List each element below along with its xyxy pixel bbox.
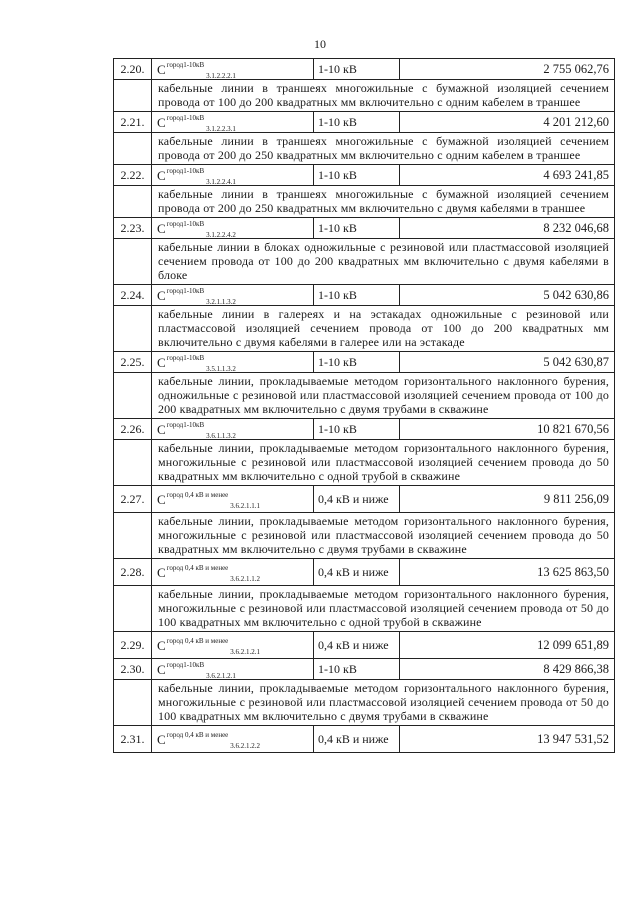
line-description: кабельные линии в траншеях многожильные с бумажной изоляцией сечением провода от 200 до 250 квадратных мм включительно с одним кабелем в траншее (152, 133, 615, 165)
table-row (114, 726, 615, 753)
table-row (114, 352, 615, 373)
code-superscript: город1-10кВ (166, 220, 205, 228)
code-subscript: 3.6.2.1.1.1 (230, 502, 261, 510)
page-number: 10 (314, 37, 326, 51)
code-base: С (157, 115, 166, 130)
code-base: С (157, 662, 166, 677)
description-spacer (114, 586, 152, 632)
code-superscript: город 0,4 кВ и менее (166, 731, 229, 739)
voltage-class: 0,4 кВ и ниже (314, 726, 400, 753)
row-number: 2.26. (114, 419, 152, 440)
row-number: 2.22. (114, 165, 152, 186)
row-number: 2.25. (114, 352, 152, 373)
code-superscript: город 0,4 кВ и менее (166, 491, 229, 499)
row-number: 2.30. (114, 659, 152, 680)
voltage-class: 0,4 кВ и ниже (314, 632, 400, 659)
table-row (114, 559, 615, 586)
rate-value: 5 042 630,86 (400, 285, 615, 306)
description-row (114, 306, 615, 352)
description-spacer (114, 513, 152, 559)
table-row (114, 165, 615, 186)
rate-value: 2 755 062,76 (400, 59, 615, 80)
code-superscript: город1-10кВ (166, 114, 205, 122)
rate-value: 4 693 241,85 (400, 165, 615, 186)
voltage-class: 0,4 кВ и ниже (314, 486, 400, 513)
row-number: 2.23. (114, 218, 152, 239)
code-subscript: 3.6.2.1.2.1 (206, 672, 236, 680)
line-description: кабельные линии, прокладываемые методом горизонтального наклонного бурения, многожильные с резиновой или пластмассовой изоляцией сечением провода до 50 квадратных мм включительно с двумя трубами в скважине (152, 513, 615, 559)
table-row (114, 659, 615, 680)
line-description: кабельные линии, прокладываемые методом горизонтального наклонного бурения, многожильные с резиновой или пластмассовой изоляцией сечением провода до 50 квадратных мм включительно с одной трубой в скважине (152, 440, 615, 486)
voltage-class: 1-10 кВ (314, 218, 400, 239)
description-row (114, 80, 615, 112)
code-base: С (157, 732, 166, 747)
description-row (114, 513, 615, 559)
line-description: кабельные линии в блоках одножильные с резиновой или пластмассовой изоляцией сечением провода от 100 до 200 квадратных мм включительно с двумя кабелями в блоке (152, 239, 615, 285)
description-row (114, 373, 615, 419)
tariff-code (152, 559, 314, 586)
table-row (114, 419, 615, 440)
description-spacer (114, 373, 152, 419)
code-superscript: город1-10кВ (166, 421, 205, 429)
rate-value: 8 429 866,38 (400, 659, 615, 680)
table-row (114, 486, 615, 513)
code-superscript: город1-10кВ (166, 167, 205, 175)
code-superscript: город 0,4 кВ и менее (166, 637, 229, 645)
rate-value: 9 811 256,09 (400, 486, 615, 513)
tariff-code (152, 726, 314, 753)
tariff-code (152, 59, 314, 80)
rate-value: 13 625 863,50 (400, 559, 615, 586)
row-number: 2.24. (114, 285, 152, 306)
table-row (114, 218, 615, 239)
code-base: С (157, 221, 166, 236)
code-base: С (157, 638, 166, 653)
row-number: 2.21. (114, 112, 152, 133)
table-row (114, 112, 615, 133)
description-row (114, 440, 615, 486)
tariff-code (152, 285, 314, 306)
line-description: кабельные линии в галереях и на эстакадах одножильные с резиновой или пластмассовой изоляцией сечением провода от 100 до 200 квадратных мм включительно с двумя кабелями в галерее или на эстакаде (152, 306, 615, 352)
description-spacer (114, 680, 152, 726)
code-base: С (157, 355, 166, 370)
code-subscript: 3.6.1.1.3.2 (206, 432, 236, 440)
voltage-class: 1-10 кВ (314, 112, 400, 133)
tariff-table-body (114, 59, 615, 753)
row-number: 2.20. (114, 59, 152, 80)
row-number: 2.27. (114, 486, 152, 513)
tariff-code (152, 352, 314, 373)
code-base: С (157, 492, 166, 507)
code-base: С (157, 565, 166, 580)
code-superscript: город1-10кВ (166, 287, 205, 295)
code-subscript: 3.6.2.1.2.1 (230, 648, 261, 656)
description-spacer (114, 440, 152, 486)
tariff-table (113, 58, 615, 753)
description-spacer (114, 80, 152, 112)
description-row (114, 586, 615, 632)
code-base: С (157, 288, 166, 303)
rate-value: 8 232 046,68 (400, 218, 615, 239)
voltage-class: 1-10 кВ (314, 419, 400, 440)
voltage-class: 1-10 кВ (314, 165, 400, 186)
code-subscript: 3.2.1.1.3.2 (206, 298, 236, 306)
row-number: 2.31. (114, 726, 152, 753)
line-description: кабельные линии в траншеях многожильные с бумажной изоляцией сечением провода от 200 до 250 квадратных мм включительно с двумя кабелями в траншее (152, 186, 615, 218)
row-number: 2.28. (114, 559, 152, 586)
voltage-class: 1-10 кВ (314, 352, 400, 373)
tariff-code (152, 218, 314, 239)
code-superscript: город 0,4 кВ и менее (166, 564, 229, 572)
code-base: С (157, 422, 166, 437)
description-row (114, 133, 615, 165)
description-spacer (114, 133, 152, 165)
rate-value: 13 947 531,52 (400, 726, 615, 753)
code-base: С (157, 168, 166, 183)
line-description: кабельные линии, прокладываемые методом горизонтального наклонного бурения, многожильные с резиновой или пластмассовой изоляцией сечением провода от 50 до 100 квадратных мм включительно с одной трубой в скважине (152, 586, 615, 632)
tariff-code (152, 632, 314, 659)
table-row (114, 632, 615, 659)
tariff-code (152, 659, 314, 680)
code-base: С (157, 62, 166, 77)
rate-value: 4 201 212,60 (400, 112, 615, 133)
line-description: кабельные линии, прокладываемые методом горизонтального наклонного бурения, одножильные с резиновой или пластмассовой изоляцией сечением провода от 100 до 200 квадратных мм включительно с двумя трубами в скважине (152, 373, 615, 419)
code-superscript: город1-10кВ (166, 661, 205, 669)
code-subscript: 3.6.2.1.1.2 (230, 575, 261, 583)
table-row (114, 285, 615, 306)
tariff-code (152, 486, 314, 513)
line-description: кабельные линии в траншеях многожильные с бумажной изоляцией сечением провода от 100 до 200 квадратных мм включительно с одним кабелем в траншее (152, 80, 615, 112)
tariff-code (152, 419, 314, 440)
voltage-class: 1-10 кВ (314, 59, 400, 80)
rate-value: 5 042 630,87 (400, 352, 615, 373)
code-superscript: город1-10кВ (166, 61, 205, 69)
description-spacer (114, 239, 152, 285)
code-subscript: 3.1.2.2.2.1 (206, 72, 236, 80)
code-subscript: 3.1.2.2.4.1 (206, 178, 236, 186)
code-subscript: 3.6.2.1.2.2 (230, 742, 261, 750)
voltage-class: 0,4 кВ и ниже (314, 559, 400, 586)
code-subscript: 3.5.1.1.3.2 (206, 365, 236, 373)
description-spacer (114, 306, 152, 352)
rate-value: 10 821 670,56 (400, 419, 615, 440)
row-number: 2.29. (114, 632, 152, 659)
description-row (114, 239, 615, 285)
line-description: кабельные линии, прокладываемые методом горизонтального наклонного бурения, многожильные с резиновой или пластмассовой изоляцией сечением провода от 50 до 100 квадратных мм включительно с двумя трубами в скважине (152, 680, 615, 726)
description-row (114, 186, 615, 218)
description-spacer (114, 186, 152, 218)
description-row (114, 680, 615, 726)
voltage-class: 1-10 кВ (314, 659, 400, 680)
voltage-class: 1-10 кВ (314, 285, 400, 306)
tariff-code (152, 165, 314, 186)
code-subscript: 3.1.2.2.4.2 (206, 231, 236, 239)
code-subscript: 3.1.2.2.3.1 (206, 125, 236, 133)
rate-value: 12 099 651,89 (400, 632, 615, 659)
table-row (114, 59, 615, 80)
code-superscript: город1-10кВ (166, 354, 205, 362)
tariff-code (152, 112, 314, 133)
